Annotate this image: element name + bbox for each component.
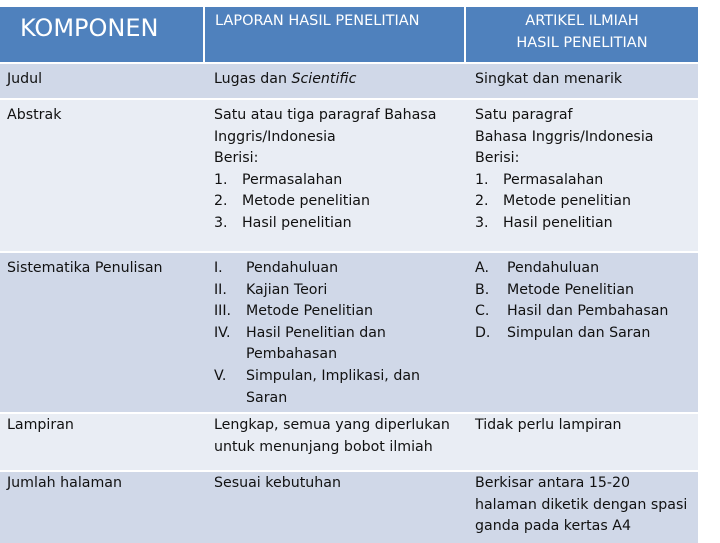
- laporan-abstrak-line1: Satu atau tiga paragraf Bahasa: [214, 107, 437, 123]
- laporan-abstrak-list: [214, 170, 459, 235]
- list-item: [214, 301, 459, 323]
- artikel-abstrak-berisi: Berisi:: [475, 150, 520, 167]
- list-marker: 2.: [475, 193, 489, 210]
- comparison-slide: [0, 7, 698, 543]
- list-text: Metode Penelitian: [246, 303, 374, 320]
- list-marker: D.: [475, 324, 491, 341]
- header-laporan: LAPORAN HASIL PENELITIAN: [204, 7, 465, 63]
- list-text: Permasalahan: [242, 171, 343, 188]
- list-marker: C.: [475, 303, 490, 320]
- list-text: Metode penelitian: [503, 193, 631, 210]
- table-row-abstrak: [0, 99, 698, 252]
- list-item: [214, 213, 459, 235]
- list-item: [475, 301, 692, 323]
- list-item: [475, 323, 692, 345]
- artikel-jumlah-halaman: Berkisar antara 15-20 halaman diketik dengan spasi ganda pada kertas A4: [465, 471, 698, 543]
- list-text: Hasil Penelitian dan Pembahasan: [246, 324, 386, 363]
- list-text: Simpulan dan Saran: [507, 324, 651, 341]
- artikel-lampiran: Tidak perlu lampiran: [465, 413, 698, 471]
- list-item: [475, 170, 692, 192]
- list-marker: 3.: [214, 214, 228, 231]
- laporan-abstrak-berisi: Berisi:: [214, 150, 259, 167]
- laporan-judul-italic: Scientific: [291, 71, 357, 87]
- table-row-judul: [0, 63, 698, 99]
- list-item: [214, 366, 459, 409]
- laporan-lampiran: Lengkap, semua yang diperlukan untuk menunjang bobot ilmiah: [204, 413, 465, 471]
- list-item: [214, 323, 459, 366]
- header-artikel: [465, 7, 698, 63]
- laporan-sistematika-list: [214, 258, 459, 409]
- list-text: Metode Penelitian: [507, 281, 635, 298]
- list-text: Pendahuluan: [507, 260, 600, 276]
- list-text: Hasil dan Pembahasan: [507, 303, 669, 320]
- artikel-abstrak-line2: Bahasa Inggris/Indonesia: [475, 128, 654, 145]
- list-marker: II.: [214, 281, 227, 298]
- list-text: Permasalahan: [503, 171, 604, 188]
- list-text: Metode penelitian: [242, 193, 370, 210]
- artikel-sistematika-list: [475, 258, 692, 344]
- label-sistematika: Sistematika Penulisan: [0, 252, 204, 413]
- list-marker: V.: [214, 367, 227, 384]
- table-row-sistematika: [0, 252, 698, 413]
- artikel-sistematika: [465, 252, 698, 413]
- list-marker: 2.: [214, 193, 228, 210]
- list-marker: 3.: [475, 214, 489, 231]
- list-item: [214, 280, 459, 302]
- header-artikel-line1: ARTIKEL ILMIAH: [525, 13, 639, 29]
- list-item: [475, 258, 692, 280]
- list-text: Simpulan, Implikasi, dan Saran: [246, 367, 421, 406]
- list-item: [214, 258, 459, 280]
- label-abstrak: Abstrak: [0, 99, 204, 252]
- list-item: [214, 191, 459, 213]
- list-text: Hasil penelitian: [503, 214, 613, 231]
- table-row-lampiran: [0, 413, 698, 471]
- list-item: [475, 191, 692, 213]
- list-text: Hasil penelitian: [242, 214, 352, 231]
- laporan-judul-prefix: Lugas dan: [214, 71, 292, 87]
- list-marker: A.: [475, 260, 489, 276]
- laporan-jumlah-halaman: Sesuai kebutuhan: [204, 471, 465, 543]
- list-text: Pendahuluan: [246, 260, 339, 276]
- laporan-abstrak: [204, 99, 465, 252]
- list-marker: III.: [214, 303, 232, 320]
- list-item: [475, 280, 692, 302]
- list-text: Kajian Teori: [246, 281, 328, 298]
- laporan-sistematika: [204, 252, 465, 413]
- list-marker: I.: [214, 260, 223, 276]
- laporan-abstrak-line2: Inggris/Indonesia: [214, 128, 336, 145]
- label-judul: Judul: [0, 63, 204, 99]
- comparison-table: [0, 7, 698, 543]
- header-komponen: KOMPONEN: [0, 7, 204, 63]
- header-artikel-line2: HASIL PENELITIAN: [516, 34, 648, 51]
- artikel-abstrak: [465, 99, 698, 252]
- laporan-judul: [204, 63, 465, 99]
- list-marker: B.: [475, 281, 490, 298]
- list-item: [214, 170, 459, 192]
- artikel-judul: Singkat dan menarik: [465, 63, 698, 99]
- label-lampiran: Lampiran: [0, 413, 204, 471]
- artikel-abstrak-list: [475, 170, 692, 235]
- table-header-row: [0, 7, 698, 63]
- artikel-abstrak-line1: Satu paragraf: [475, 107, 573, 123]
- label-jumlah-halaman: Jumlah halaman: [0, 471, 204, 543]
- list-marker: IV.: [214, 324, 231, 341]
- list-marker: 1.: [475, 171, 489, 188]
- table-row-jumlah-halaman: [0, 471, 698, 543]
- list-marker: 1.: [214, 171, 228, 188]
- list-item: [475, 213, 692, 235]
